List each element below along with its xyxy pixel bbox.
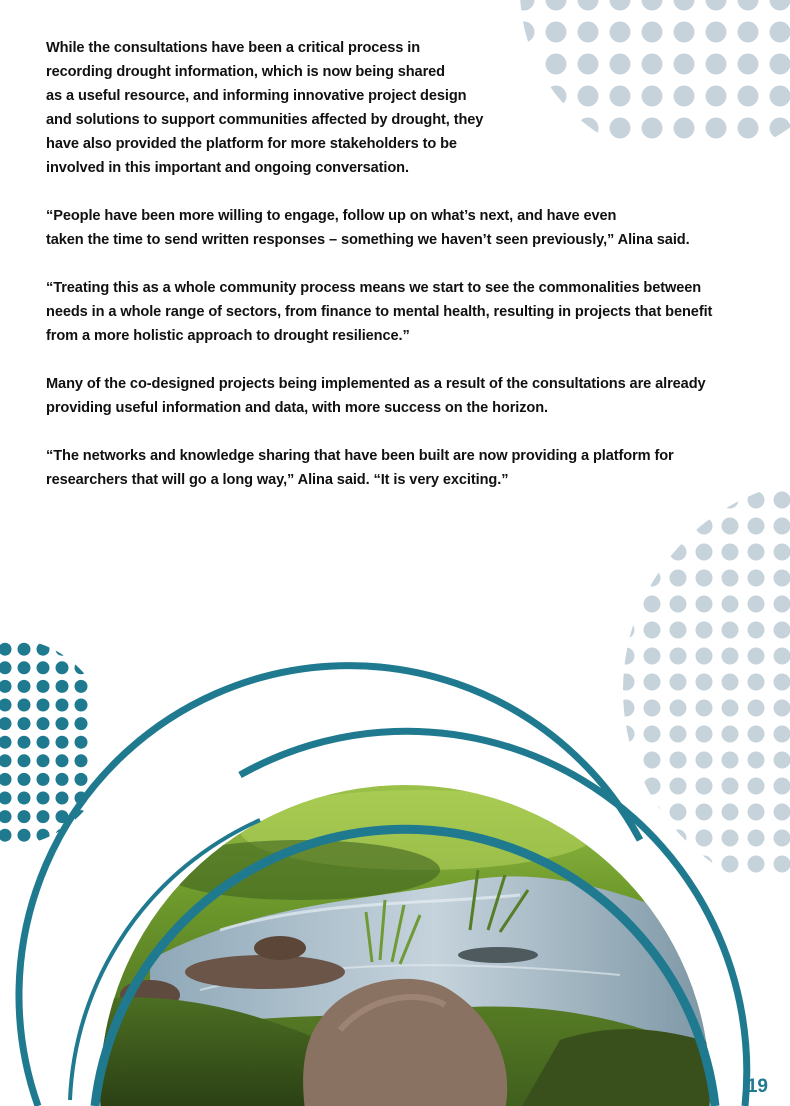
text-line: “The networks and knowledge sharing that have been built are now providing a platform for	[46, 448, 674, 464]
text-line: taken the time to send written responses – something we haven’t seen previously,” Alina said.	[46, 232, 690, 248]
text-line: “Treating this as a whole community process means we start to see the commonalities between	[46, 280, 702, 296]
text-line: providing useful information and data, with more success on the horizon.	[46, 400, 549, 416]
text-line: have also provided the platform for more stakeholders to be	[46, 136, 457, 152]
text-line: researchers that will go a long way,” Alina said. “It is very exciting.”	[46, 472, 509, 488]
text-line: as a useful resource, and informing innovative project design	[46, 88, 467, 104]
text-line: Many of the co-designed projects being implemented as a result of the consultations are already	[46, 376, 706, 392]
text-line: While the consultations have been a critical process in	[46, 40, 421, 56]
text-line: recording drought information, which is now being shared	[46, 64, 445, 80]
text-line: needs in a whole range of sectors, from finance to mental health, resulting in projects that benefit	[46, 304, 713, 320]
page-number: 19	[746, 1076, 768, 1097]
text-line: and solutions to support communities affected by drought, they	[46, 112, 484, 128]
text-line: involved in this important and ongoing conversation.	[46, 160, 409, 176]
text-line: from a more holistic approach to drought resilience.”	[46, 328, 410, 344]
text-line: “People have been more willing to engage, follow up on what’s next, and have even	[46, 208, 617, 224]
